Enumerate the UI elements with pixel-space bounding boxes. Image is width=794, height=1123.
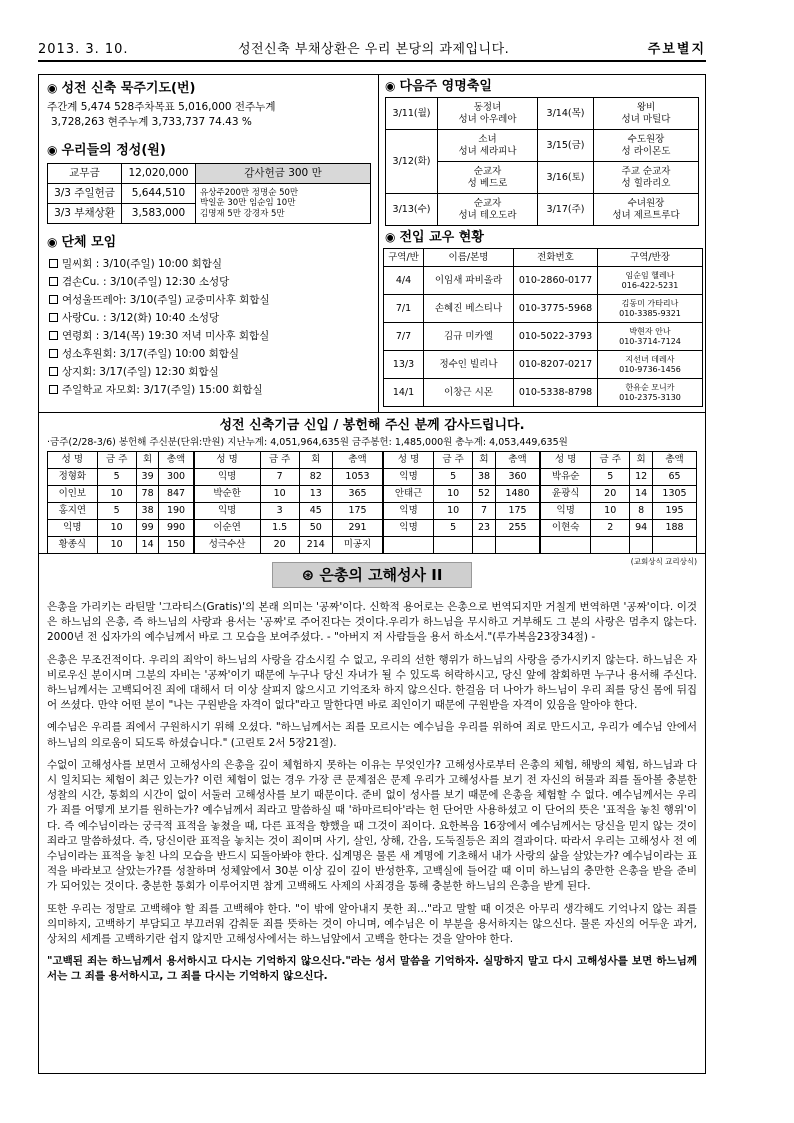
essay-paragraph: 예수님은 우리를 죄에서 구원하시기 위해 오셨다. "하느님께서는 죄를 모르시는 예수님을 우리를 위하여 죄로 만드시고, 우리가 예수님 안에서 하느님의 의로움이 되도록 하셨습니다." (고린토 2서 5장21절). (47, 721, 697, 749)
donor-cell: 7 (260, 469, 299, 486)
donor-cell: 150 (159, 537, 194, 554)
group-item: 상지회: 3/17(주일) 12:30 회합실 (49, 366, 219, 379)
essay-paragraph: 수없이 고해성사를 보면서 고해성사의 은총을 깊이 체험하지 못하는 이유는 무엇인가? 고해성사로부터 은총의 체험, 해방의 체험, 하느님과 다시 일치되는 체험이 최근 있는가? 이런 체험이 없는 경우 가장 큰 문제점은 문제 우리가 고해성사를 보기 전 자신의 허물과 죄를 돌아볼 충분한 성찰의 시간, 통회의 시간이 없이 서둘러 고해성사를 보기 때문이다. 준비 없이 성사를 보기 때문에 은총을 체험할 수 없다. 예수님께서는 우리가 죄를 어떻게 보기를 원하는가? 예수님께서 죄라고 말씀하실 때 '하마르티아'라는 헌 단어만 사용하셨고 이 단어의 뜻은 '표적을 놓친 행위'이다. 즉 예수님이라는 궁극적 표적을 놓쳤을 때, 다른 표적을 향했을 때 그것이 죄이다. 요한복음 16장에서 예수님께서는 당신을 믿지 않는 것이 죄라고 말씀하셨다. 즉, 당신이란 표적을 놓치는 것이 죄이며 사기, 살인, 상해, 간음, 도둑질등은 죄의 결과이다. 따라서 우리는 고해성사 전 예수님이라는 표적을 놓친 나의 모습을 반드시 되돌아봐야 한다. 십계명은 물론 새 계명에 기초해서 내가 사랑의 삶을 살았는가? 예수님이라는 표적을 바라보고 살았는가?를 성찰하며 성체앞에서 30분 이상 깊이 깊이 반성한후, 고백실에 들어갈 때 이미 하느님의 충만한 은총을 받을 준비가 되어있는 것이다. 충분한 통회가 이루어지면 참게 고백해도 사제의 사죄경을 통해 충분한 하느님의 은총을 받게 된다. (47, 758, 697, 893)
offering-table (47, 163, 371, 224)
column-header: 구역/반장 (598, 249, 703, 267)
offering-value: 5,644,510 (122, 184, 196, 204)
zone-cell: 4/4 (384, 267, 424, 295)
table-row (48, 486, 697, 503)
essay-paragraph: 또한 우리는 정말로 고백해야 할 죄를 고백해야 한다. "이 밖에 알아내지 못한 죄..."라고 말할 때 이것은 아무리 생각해도 기억나지 않는 죄를 의미하지, 고백하기 부담되고 부끄러워 감춰둔 죄를 뜻하는 것이 아니며, 예수님은 이 부분을 용서하지는 않으신다. 물론 자신의 어두운 과거, 상처의 세계를 고백하기란 쉽지 않지만 고해성사에서는 하느님앞에서 고백을 한다는 것을 알아야 한다. (47, 902, 697, 946)
leader-cell: 임순임 헬레나 016-422-5231 (598, 267, 703, 295)
donor-cell: 13 (299, 486, 332, 503)
donor-cell: 300 (159, 469, 194, 486)
donor-cell: 190 (159, 503, 194, 520)
feast-date: 3/13(수) (386, 194, 438, 226)
donor-cell (540, 537, 591, 554)
checkbox-icon (49, 349, 58, 358)
donor-cell: 291 (332, 520, 383, 537)
donor-cell: 익명 (383, 520, 434, 537)
page-header (38, 40, 706, 62)
feast-name: 주교 순교자 성 힐라리오 (594, 162, 699, 194)
feast-date: 3/15(금) (538, 130, 594, 162)
group-item: 사랑Cu. : 3/12(화) 10:40 소성당 (49, 312, 219, 325)
zone-cell: 14/1 (384, 379, 424, 407)
prayer-line-2: 3,728,263 현주누계 3,733,737 74.43 % (51, 116, 252, 128)
name-cell: 김규 미카엘 (424, 323, 514, 351)
leader-cell: 지선녀 데레사 010-9736-1456 (598, 351, 703, 379)
donor-cell: 익명 (383, 503, 434, 520)
groups-title: 단체 모임 (61, 235, 117, 250)
checkbox-icon (49, 385, 58, 394)
donor-cell (591, 537, 630, 554)
leader-cell: 김동미 가타리나 010-3385-9321 (598, 295, 703, 323)
header-date: 2013. 3. 10. (38, 42, 129, 57)
donors-table (47, 451, 697, 554)
donor-cell: 39 (136, 469, 159, 486)
phone-cell: 010-3775-5968 (514, 295, 598, 323)
column-header: 회 (136, 452, 159, 469)
essay-paragraph: "고백된 죄는 하느님께서 용서하시고 다시는 기억하지 않으신다."라는 성서 말씀을 기억하자. 실망하지 말고 다시 고해성사를 보면 하느님께서는 그 죄를 용서하시고, 그 죄를 다시는 기억하지 않으신다. (47, 955, 697, 983)
feasts-table (385, 97, 699, 226)
offering-value: 3,583,000 (122, 204, 196, 224)
feast-name: 소녀 성녀 세라피나 (438, 130, 538, 162)
column-header: 금 주 (591, 452, 630, 469)
column-divider (378, 75, 379, 412)
donor-cell: 1053 (332, 469, 383, 486)
donor-cell: 윤광식 (540, 486, 591, 503)
zone-cell: 7/7 (384, 323, 424, 351)
donor-cell: 94 (630, 520, 653, 537)
feast-name: 왕비 성녀 마틸다 (594, 98, 699, 130)
bullet-icon: ◉ (47, 235, 58, 249)
donor-cell: 익명 (48, 520, 98, 537)
feast-date: 3/11(월) (386, 98, 438, 130)
essay-title: 은총의 고해성사 II (319, 566, 443, 584)
newcomers-table (383, 248, 703, 407)
donor-cell (473, 537, 496, 554)
donor-cell: 23 (473, 520, 496, 537)
thanks-detail-line: 박일운 30만 임순임 10만 (200, 198, 296, 209)
leader-cell: 한유순 모니카 010-2375-3130 (598, 379, 703, 407)
checkbox-icon (49, 259, 58, 268)
donor-cell: 안태근 (383, 486, 434, 503)
donor-cell: 이현숙 (540, 520, 591, 537)
group-item: 연령회 : 3/14(목) 19:30 저녁 미사후 회합실 (49, 330, 269, 343)
zone-cell: 7/1 (384, 295, 424, 323)
thanks-detail-line: 유상주200만 정명순 50만 (200, 188, 299, 199)
donor-cell: 99 (136, 520, 159, 537)
feast-date: 3/16(토) (538, 162, 594, 194)
donor-cell: 10 (260, 486, 299, 503)
table-row (48, 537, 697, 554)
column-header: 금 주 (97, 452, 136, 469)
phone-cell: 010-5338-8798 (514, 379, 598, 407)
bullet-icon: ◉ (47, 143, 58, 157)
groups-section-title (47, 235, 116, 251)
feast-date: 3/12(화) (386, 130, 438, 194)
group-item: 겸손Cu. : 3/10(주일) 12:30 소성당 (49, 276, 229, 289)
donor-cell (630, 537, 653, 554)
checkbox-icon (49, 295, 58, 304)
column-header: 총액 (159, 452, 194, 469)
donor-cell: 1480 (495, 486, 540, 503)
donor-cell: 10 (97, 537, 136, 554)
donor-cell: 5 (591, 469, 630, 486)
donor-cell: 20 (591, 486, 630, 503)
donor-cell: 45 (299, 503, 332, 520)
bulletin-frame (38, 74, 706, 1074)
feast-name: 순교자 성 베드로 (438, 162, 538, 194)
thanks-detail (196, 184, 371, 224)
donor-cell: 익명 (383, 469, 434, 486)
bullet-icon: ◉ (385, 79, 396, 93)
donor-cell (653, 537, 697, 554)
column-header: 총액 (495, 452, 540, 469)
group-item: 여성울뜨레아: 3/10(주일) 교중미사후 회합실 (49, 294, 270, 307)
donor-cell (383, 537, 434, 554)
donor-cell: 20 (260, 537, 299, 554)
essay-paragraph: 은총은 무조건적이다. 우리의 죄악이 하느님의 사랑을 감소시킬 수 없고, 우리의 선한 행위가 하느님의 사랑을 증가시키지 않는다. 하느님은 자비로우신 분이시며 그분의 자비는 '공짜'이기 때문에 누구나 당신 자녀가 될 수 있도록 허락하시고, 당신 앞에 참회하면 누구나 용서해 주신다. 하느님께서는 고백되어진 죄에 대해서 더 이상 살피지 않으시고 기억조차 하지 않으신다. 한걸음 더 나아가 하느님이 우리 죄를 당신 몸에 뒤집어 쓰셨다. 만약 어떤 분이 "나는 구원받을 자격이 없다"라고 말한다면 바로 죄인이기 때문에 구원받을 자격이 있음을 알아야 한다. (47, 653, 697, 712)
bullet-icon: ◉ (385, 230, 396, 244)
name-cell: 이임새 파비올라 (424, 267, 514, 295)
offering-label: 3/3 부채상환 (48, 204, 122, 224)
name-cell: 이창근 시몬 (424, 379, 514, 407)
offering-label: 교무금 (48, 164, 122, 184)
donor-cell: 5 (97, 503, 136, 520)
newcomers-section-title (385, 230, 484, 246)
column-header: 총액 (653, 452, 697, 469)
column-header: 금 주 (434, 452, 473, 469)
prayer-title: 성전 신축 묵주기도(번) (61, 81, 196, 96)
donor-cell: 8 (630, 503, 653, 520)
column-header: 금 주 (260, 452, 299, 469)
donor-cell: 52 (473, 486, 496, 503)
thanks-label: 감사헌금 300 만 (196, 164, 371, 184)
cross-icon: ⊛ (301, 566, 315, 584)
donor-cell: 50 (299, 520, 332, 537)
donor-cell: 이순연 (194, 520, 261, 537)
donor-cell: 미공지 (332, 537, 383, 554)
donors-title: 성전 신축기금 신입 / 봉헌해 주신 분께 감사드립니다. (219, 418, 525, 433)
donor-cell: 이인보 (48, 486, 98, 503)
donor-cell: 1.5 (260, 520, 299, 537)
donor-cell: 255 (495, 520, 540, 537)
donor-cell: 847 (159, 486, 194, 503)
table-row (384, 379, 703, 407)
essay-note: (교회상식 교리상식) (630, 557, 697, 566)
donor-cell: 175 (332, 503, 383, 520)
donor-cell: 38 (136, 503, 159, 520)
checkbox-icon (49, 331, 58, 340)
feasts-title: 다음주 영명축일 (399, 79, 492, 94)
group-item: 성소후원회: 3/17(주일) 10:00 회합실 (49, 348, 239, 361)
donor-cell: 박순한 (194, 486, 261, 503)
essay-title-box (272, 562, 472, 588)
phone-cell: 010-5022-3793 (514, 323, 598, 351)
donor-cell: 175 (495, 503, 540, 520)
bullet-icon: ◉ (47, 81, 58, 95)
column-header: 회 (630, 452, 653, 469)
column-header: 전화번호 (514, 249, 598, 267)
feast-name: 순교자 성녀 테오도라 (438, 194, 538, 226)
feast-date: 3/14(목) (538, 98, 594, 130)
newcomers-title: 전입 교우 현황 (399, 230, 484, 245)
donor-cell: 2 (591, 520, 630, 537)
header-brand: 주보별지 (647, 42, 706, 57)
prayer-line-1: 주간계 5,474 528주차목표 5,016,000 전주누계 (47, 101, 276, 113)
donor-cell: 82 (299, 469, 332, 486)
donor-cell: 214 (299, 537, 332, 554)
column-header: 이름/본명 (424, 249, 514, 267)
feasts-section-title (385, 79, 492, 95)
donor-cell: 10 (434, 486, 473, 503)
column-header: 성 명 (194, 452, 261, 469)
donors-summary: ·금주(2/28-3/6) 봉헌해 주신분(단위:만원) 지난누계: 4,051,964,635원 금주봉헌: 1,485,000원 총누계: 4,053,449,635원 (47, 437, 568, 448)
table-row (48, 503, 697, 520)
zone-cell: 13/3 (384, 351, 424, 379)
feast-date: 3/17(주) (538, 194, 594, 226)
donor-cell: 12 (630, 469, 653, 486)
phone-cell: 010-8207-0217 (514, 351, 598, 379)
section-divider (39, 412, 705, 413)
donor-cell: 3 (260, 503, 299, 520)
donor-cell: 익명 (194, 503, 261, 520)
donor-cell: 5 (97, 469, 136, 486)
name-cell: 손혜진 베스티나 (424, 295, 514, 323)
feast-name: 수녀원장 성녀 제르트루다 (594, 194, 699, 226)
donor-cell: 7 (473, 503, 496, 520)
donor-cell: 10 (97, 486, 136, 503)
donor-cell: 990 (159, 520, 194, 537)
table-row (48, 469, 697, 486)
column-header: 구역/반 (384, 249, 424, 267)
name-cell: 정수인 빌리나 (424, 351, 514, 379)
donor-cell: 10 (591, 503, 630, 520)
donor-cell: 황종식 (48, 537, 98, 554)
offering-section-title (47, 143, 166, 159)
table-row (384, 351, 703, 379)
donor-cell: 188 (653, 520, 697, 537)
table-row (384, 323, 703, 351)
offering-title: 우리들의 정성(원) (61, 143, 166, 158)
column-header: 회 (473, 452, 496, 469)
donor-cell: 10 (434, 503, 473, 520)
offering-value: 12,020,000 (122, 164, 196, 184)
column-header: 성 명 (383, 452, 434, 469)
donor-cell: 익명 (540, 503, 591, 520)
essay-body (47, 600, 697, 992)
donor-cell: 1305 (653, 486, 697, 503)
donor-cell: 38 (473, 469, 496, 486)
table-row (384, 267, 703, 295)
donor-cell: 365 (332, 486, 383, 503)
donor-cell: 195 (653, 503, 697, 520)
table-row (48, 520, 697, 537)
donor-cell (434, 537, 473, 554)
donor-cell: 78 (136, 486, 159, 503)
donor-cell: 14 (136, 537, 159, 554)
table-row (384, 295, 703, 323)
donor-cell: 65 (653, 469, 697, 486)
donor-cell: 홍지연 (48, 503, 98, 520)
donor-cell: 5 (434, 520, 473, 537)
donor-cell: 정형화 (48, 469, 98, 486)
prayer-section-title (47, 81, 195, 97)
thanks-detail-line: 김명재 5만 강경자 5만 (200, 208, 285, 219)
leader-cell: 박현자 안나 010-3714-7124 (598, 323, 703, 351)
feast-name: 동정녀 성녀 아우레아 (438, 98, 538, 130)
header-slogan: 성전신축 부채상환은 우리 본당의 과제입니다. (238, 42, 510, 57)
checkbox-icon (49, 367, 58, 376)
donor-cell: 360 (495, 469, 540, 486)
donor-cell: 익명 (194, 469, 261, 486)
group-item: 주일학교 자모회: 3/17(주일) 15:00 회합실 (49, 384, 263, 397)
offering-label: 3/3 주일헌금 (48, 184, 122, 204)
checkbox-icon (49, 313, 58, 322)
checkbox-icon (49, 277, 58, 286)
phone-cell: 010-2860-0177 (514, 267, 598, 295)
donor-cell: 5 (434, 469, 473, 486)
column-header: 총액 (332, 452, 383, 469)
essay-paragraph: 은총을 가리키는 라틴말 '그라티스(Gratis)'의 본래 의미는 '공짜'이다. 신학적 용어로는 은총으로 번역되지만 거칠게 번역하면 '공짜'이다. 이것은 하느님의 은총, 즉 하느님의 사랑과 용서는 '공짜'로 주어진다는 것이다.우리가 하느님을 무시하고 거부해도 그 분의 사랑은 멈추지 않는다. 2000년 전 십자가의 예수님께서 바로 그 모습을 보여주셨다. - "아버지 저 사람들을 용서 하소서."(루가복음23장34절) - (47, 601, 697, 644)
donor-cell: 14 (630, 486, 653, 503)
donor-cell: 성극수산 (194, 537, 261, 554)
donor-cell (495, 537, 540, 554)
group-item: 밀씨회 : 3/10(주일) 10:00 회합실 (49, 258, 222, 271)
donor-cell: 박유순 (540, 469, 591, 486)
column-header: 회 (299, 452, 332, 469)
feast-name: 수도원장 성 라이몬도 (594, 130, 699, 162)
column-header: 성 명 (540, 452, 591, 469)
donor-cell: 10 (97, 520, 136, 537)
column-header: 성 명 (48, 452, 98, 469)
